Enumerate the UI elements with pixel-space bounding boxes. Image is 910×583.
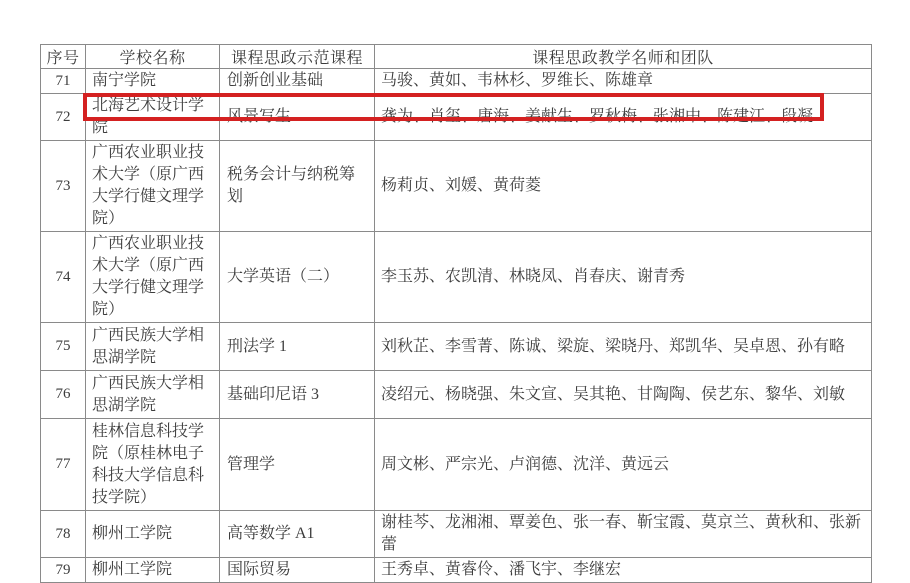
cell-teachers: 李玉苏、农凯清、林晓凤、肖春庆、谢青秀: [375, 232, 872, 323]
table-row: [41, 141, 872, 232]
cell-no: 71: [41, 69, 86, 94]
cell-teachers: 龚为、肖玺、唐海、姜献生、罗秋梅、张湘中、陈建江、段凝: [375, 94, 872, 141]
cell-no: 73: [41, 141, 86, 232]
cell-no: 78: [41, 511, 86, 558]
col-header-no: 序号: [41, 45, 86, 69]
cell-course: 刑法学 1: [220, 323, 375, 371]
cell-school: 广西农业职业技术大学（原广西大学行健文理学院）: [86, 141, 220, 232]
cell-course: 创新创业基础: [220, 69, 375, 94]
table-row: [41, 558, 872, 583]
col-header-course: 课程思政示范课程: [220, 45, 375, 69]
cell-course: 税务会计与纳税筹划: [220, 141, 375, 232]
cell-course: 风景写生: [220, 94, 375, 141]
cell-school: 广西农业职业技术大学（原广西大学行健文理学院）: [86, 232, 220, 323]
cell-course: 基础印尼语 3: [220, 371, 375, 419]
cell-teachers: 马骏、黄如、韦林杉、罗维长、陈雄章: [375, 69, 872, 94]
cell-no: 76: [41, 371, 86, 419]
table-row-highlighted: [41, 94, 872, 141]
cell-school: 柳州工学院: [86, 558, 220, 583]
cell-school: 广西民族大学相思湖学院: [86, 371, 220, 419]
cell-teachers: 杨莉贞、刘媛、黄荷菱: [375, 141, 872, 232]
header-row: [41, 45, 872, 69]
table-row: [41, 371, 872, 419]
cell-teachers: 谢桂芩、龙湘湘、覃姜色、张一春、靳宝霞、莫京兰、黄秋和、张新蕾: [375, 511, 872, 558]
col-header-teachers: 课程思政教学名师和团队: [375, 45, 872, 69]
cell-school: 桂林信息科技学院（原桂林电子科技大学信息科技学院）: [86, 419, 220, 511]
cell-course: 国际贸易: [220, 558, 375, 583]
cell-course: 大学英语（二）: [220, 232, 375, 323]
cell-teachers: 周文彬、严宗光、卢润德、沈洋、黄远云: [375, 419, 872, 511]
cell-no: 72: [41, 94, 86, 141]
cell-teachers: 刘秋芷、李雪菁、陈诚、梁旋、梁晓丹、郑凯华、吴卓恩、孙有略: [375, 323, 872, 371]
cell-school: 柳州工学院: [86, 511, 220, 558]
cell-school: 广西民族大学相思湖学院: [86, 323, 220, 371]
table-row: [41, 419, 872, 511]
course-table: [40, 44, 872, 583]
table-row: [41, 323, 872, 371]
cell-no: 75: [41, 323, 86, 371]
cell-no: 77: [41, 419, 86, 511]
table-row: [41, 511, 872, 558]
cell-school: 南宁学院: [86, 69, 220, 94]
table-row: [41, 69, 872, 94]
table-body: [41, 69, 872, 583]
cell-course: 管理学: [220, 419, 375, 511]
table-row: [41, 232, 872, 323]
cell-teachers: 凌绍元、杨晓强、朱文宣、吴其艳、甘陶陶、侯艺东、黎华、刘敏: [375, 371, 872, 419]
col-header-school: 学校名称: [86, 45, 220, 69]
cell-no: 79: [41, 558, 86, 583]
cell-course: 高等数学 A1: [220, 511, 375, 558]
cell-school: 北海艺术设计学院: [86, 94, 220, 141]
cell-teachers: 王秀卓、黄睿伶、潘飞宇、李继宏: [375, 558, 872, 583]
cell-no: 74: [41, 232, 86, 323]
table-header: [41, 45, 872, 69]
